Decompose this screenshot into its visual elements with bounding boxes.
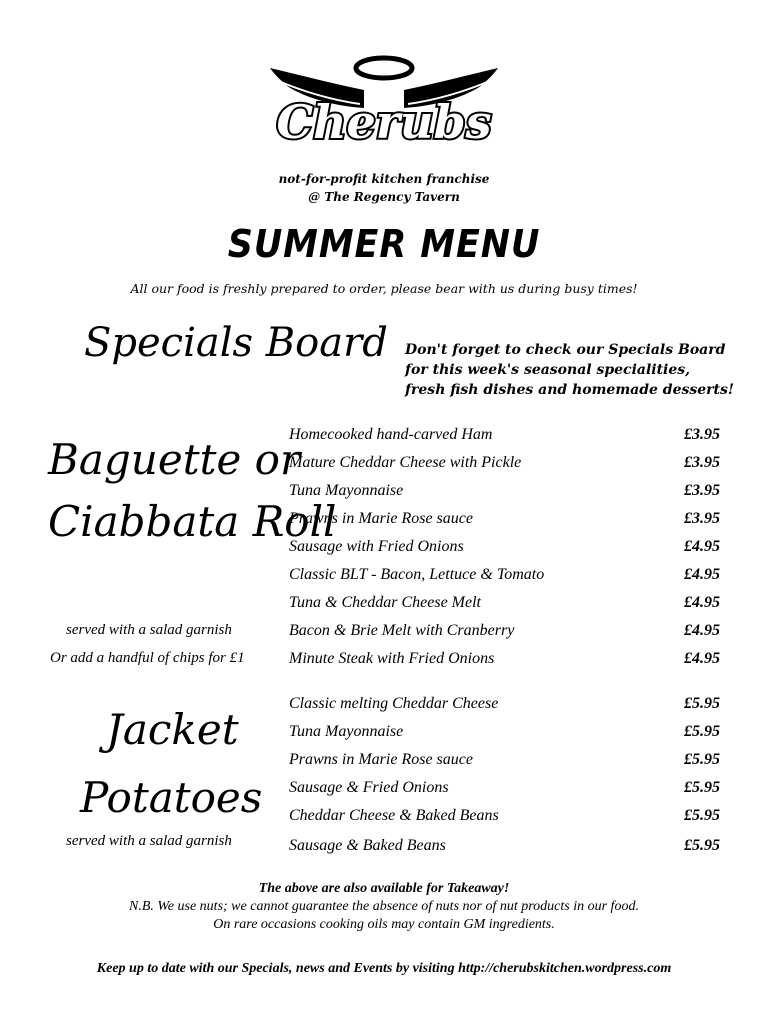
logo-lettering: Cherubs bbox=[276, 95, 492, 149]
baguette-item: Mature Cheddar Cheese with Pickle bbox=[289, 454, 522, 471]
jacket-price: £5.95 bbox=[684, 723, 720, 740]
takeaway-note: The above are also available for Takeaway! bbox=[258, 881, 510, 896]
jacket-price: £5.95 bbox=[684, 751, 720, 768]
menu-title: SUMMER MENU bbox=[227, 222, 541, 266]
baguette-chips-note: Or add a handful of chips for £1 bbox=[50, 650, 245, 666]
baguette-price: £3.95 bbox=[684, 510, 720, 527]
baguette-price: £3.95 bbox=[684, 482, 720, 499]
jacket-price: £5.95 bbox=[684, 837, 720, 854]
baguette-price: £3.95 bbox=[684, 454, 720, 471]
specials-heading: Specials Board bbox=[84, 320, 388, 366]
jacket-price: £5.95 bbox=[684, 695, 720, 712]
tagline-line1: not-for-profit kitchen franchise bbox=[278, 172, 490, 186]
jacket-item: Sausage & Fried Onions bbox=[289, 779, 449, 796]
jacket-price: £5.95 bbox=[684, 779, 720, 796]
baguette-item: Homecooked hand-carved Ham bbox=[289, 426, 493, 443]
baguette-item: Prawns in Marie Rose sauce bbox=[289, 510, 473, 527]
baguette-item: Tuna & Cheddar Cheese Melt bbox=[289, 594, 481, 611]
jacket-item: Classic melting Cheddar Cheese bbox=[289, 695, 499, 712]
oils-note: On rare occasions cooking oils may contain GM ingredients. bbox=[213, 917, 555, 932]
jacket-item: Tuna Mayonnaise bbox=[289, 723, 404, 740]
specials-note: Don't forget to check our Specials Board for this week's seasonal specialities, fresh fish dishes and homemade desserts! bbox=[405, 342, 735, 398]
baguette-item: Bacon & Brie Melt with Cranberry bbox=[289, 622, 515, 639]
cherubs-logo bbox=[264, 46, 504, 156]
baguette-item: Sausage with Fried Onions bbox=[289, 538, 464, 555]
baguette-price: £4.95 bbox=[684, 566, 720, 583]
nuts-note: N.B. We use nuts; we cannot guarantee the absence of nuts nor of nut products in our food. bbox=[129, 899, 639, 914]
baguette-heading-line2: Ciabbata Roll bbox=[48, 497, 337, 546]
baguette-price: £3.95 bbox=[684, 426, 720, 443]
baguette-item: Tuna Mayonnaise bbox=[289, 482, 404, 499]
tagline-line2: @ The Regency Tavern bbox=[308, 190, 460, 204]
baguette-garnish-note: served with a salad garnish bbox=[66, 622, 232, 638]
website-note: Keep up to date with our Specials, news and Events by visiting http://cherubskitchen.wordpress.com bbox=[96, 961, 672, 976]
intro-text: All our food is freshly prepared to order, please bear with us during busy times! bbox=[130, 281, 638, 296]
baguette-price: £4.95 bbox=[684, 622, 720, 639]
baguette-price: £4.95 bbox=[684, 650, 720, 667]
baguette-price: £4.95 bbox=[684, 594, 720, 611]
baguette-price: £4.95 bbox=[684, 538, 720, 555]
jacket-item: Cheddar Cheese & Baked Beans bbox=[289, 807, 499, 824]
jacket-garnish-note: served with a salad garnish bbox=[66, 833, 232, 849]
baguette-heading-line1: Baguette or bbox=[48, 435, 301, 484]
jacket-heading-line2: Potatoes bbox=[80, 773, 263, 822]
jacket-heading-line1: Jacket bbox=[106, 705, 239, 754]
baguette-item: Minute Steak with Fried Onions bbox=[289, 650, 495, 667]
jacket-price: £5.95 bbox=[684, 807, 720, 824]
jacket-item: Sausage & Baked Beans bbox=[289, 837, 446, 854]
jacket-item: Prawns in Marie Rose sauce bbox=[289, 751, 473, 768]
baguette-item: Classic BLT - Bacon, Lettuce & Tomato bbox=[289, 566, 545, 583]
